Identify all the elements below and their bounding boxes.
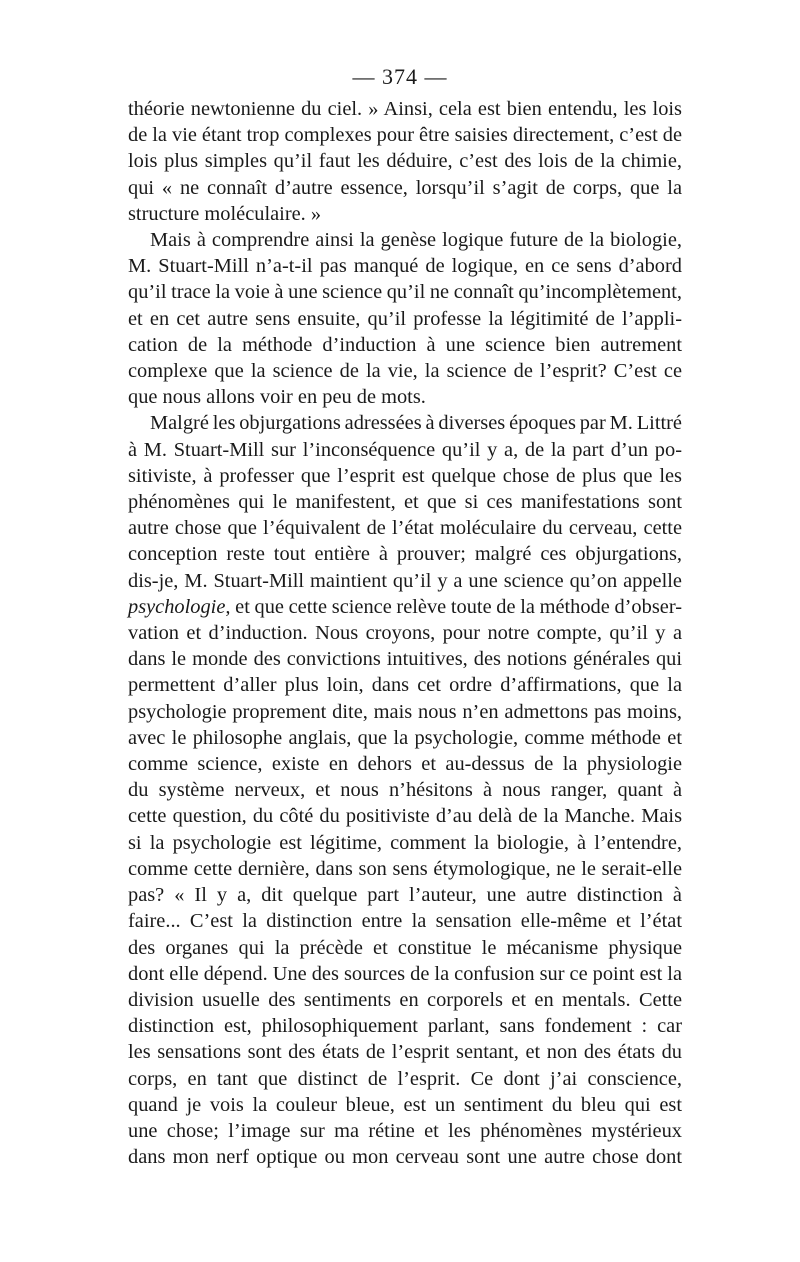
line-text: dis-je, M. Stuart-Mill maintient qu’il y a une science qu’on appelle [128, 569, 682, 592]
page-number: — 374 — [352, 64, 448, 89]
text-line [128, 201, 682, 227]
text-line [128, 358, 682, 384]
text-line [128, 489, 682, 515]
text-line [128, 987, 682, 1013]
line-text: pas? « Il y a, dit quelque part l’auteur, une autre distinction à [128, 884, 682, 907]
text-line [128, 961, 682, 987]
paragraph [128, 96, 682, 227]
line-text: vation et d’induction. Nous croyons, pour notre compte, qu’il y a [128, 622, 682, 645]
line-text: les sensations sont des états de l’esprit sentant, et non des états du [128, 1041, 682, 1064]
line-text: distinction est, philosophiquement parlant, sans fondement : car [128, 1015, 682, 1038]
text-line [128, 541, 682, 567]
line-text: Mais à comprendre ainsi la genèse logique future de la biologie, [150, 229, 682, 252]
line-text: avec le philosophe anglais, que la psychologie, comme méthode et [128, 726, 682, 749]
line-text: permettent d’aller plus loin, dans cet ordre d’affirmations, que la [128, 674, 682, 697]
line-text: Malgré les objurgations adressées à diverses époques par M. Littré [150, 412, 682, 435]
text-line [128, 672, 682, 698]
text-line [128, 410, 682, 436]
line-text: comme science, existe en dehors et au-dessus de la physiologie [128, 753, 682, 776]
text-line [128, 646, 682, 672]
line-text: corps, en tant que distinct de l’esprit. Ce dont j’ai conscience, [128, 1067, 682, 1090]
text-line [128, 463, 682, 489]
line-text: qu’il trace la voie à une science qu’il ne connaît qu’incomplètement, [128, 281, 682, 304]
text-line [128, 96, 682, 122]
italic-term: psychologie, [128, 595, 231, 618]
text-line [128, 777, 682, 803]
text-line [128, 1092, 682, 1118]
text-line [128, 568, 682, 594]
text-line [128, 1118, 682, 1144]
text-line [128, 227, 682, 253]
line-text: dans le monde des convictions intuitives, des notions générales qui [128, 648, 682, 671]
text-line [128, 725, 682, 751]
text-line [128, 332, 682, 358]
line-text: autre chose que l’équivalent de l’état moléculaire du cerveau, cette [128, 517, 682, 540]
line-text: de la vie étant trop complexes pour être saisies directement, c’est de [128, 124, 682, 147]
text-line [128, 122, 682, 148]
line-text: cette question, du côté du positiviste d’au delà de la Manche. Mais [128, 805, 682, 828]
line-text: du système nerveux, et nous n’hésitons à nous ranger, quant à [128, 779, 682, 802]
text-line [128, 1144, 682, 1170]
line-text: qui « ne connaît d’autre essence, lorsqu’il s’agit de corps, que la [128, 176, 682, 199]
text-line [128, 908, 682, 934]
text-line [128, 384, 682, 410]
line-text: M. Stuart-Mill n’a-t-il pas manqué de logique, en ce sens d’abord [128, 255, 682, 278]
paragraph [128, 410, 682, 1170]
text-line [128, 594, 682, 620]
line-text: cation de la méthode d’induction à une science bien autrement [128, 333, 682, 356]
line-text: comme cette dernière, dans son sens étymologique, ne le serait-elle [128, 857, 682, 880]
text-line [128, 882, 682, 908]
line-text: une chose; l’image sur ma rétine et les phénomènes mystérieux [128, 1119, 682, 1142]
line-text: et en cet autre sens ensuite, qu’il professe la légitimité de l’appli- [128, 307, 682, 330]
line-text: conception reste tout entière à prouver; malgré ces objurgations, [128, 543, 682, 566]
line-text: quand je vois la couleur bleue, est un sentiment du bleu qui est [128, 1093, 682, 1116]
line-text: psychologie proprement dite, mais nous n’en admettons pas moins, [128, 700, 682, 723]
text-line [128, 830, 682, 856]
paragraph [128, 227, 682, 410]
text-line [128, 175, 682, 201]
text-line [128, 620, 682, 646]
line-text: que nous allons voir en peu de mots. [128, 386, 426, 409]
body-text [128, 96, 682, 1170]
line-text: lois plus simples qu’il faut les déduire, c’est des lois de la chimie, [128, 150, 682, 173]
text-line [128, 306, 682, 332]
line-text: dans mon nerf optique ou mon cerveau sont une autre chose dont [128, 1146, 682, 1169]
text-line [128, 148, 682, 174]
text-line [128, 1013, 682, 1039]
line-text: théorie newtonienne du ciel. » Ainsi, cela est bien entendu, les lois [128, 98, 682, 120]
line-text: phénomènes qui le manifestent, et que si ces manifestations sont [128, 491, 682, 514]
line-text: complexe que la science de la vie, la science de l’esprit? C’est ce [128, 360, 682, 383]
text-line [128, 699, 682, 725]
text-line [128, 935, 682, 961]
line-text: et que cette science relève toute de la méthode d’obser- [230, 595, 682, 618]
text-line [128, 1066, 682, 1092]
line-text: des organes qui la précède et constitue le mécanisme physique [128, 936, 682, 959]
line-text: à M. Stuart-Mill sur l’inconséquence qu’il y a, de la part d’un po- [128, 438, 682, 461]
text-line [128, 803, 682, 829]
line-text: sitiviste, à professer que l’esprit est quelque chose de plus que les [128, 464, 682, 487]
line-text: si la psychologie est légitime, comment la biologie, à l’entendre, [128, 831, 682, 854]
text-line [128, 515, 682, 541]
text-line [128, 437, 682, 463]
line-text: division usuelle des sentiments en corporels et en mentals. Cette [128, 988, 682, 1011]
line-text: structure moléculaire. » [128, 202, 322, 225]
text-line [128, 253, 682, 279]
text-line [128, 1039, 682, 1065]
text-line [128, 856, 682, 882]
line-text: dont elle dépend. Une des sources de la confusion sur ce point est la [128, 962, 682, 985]
line-text: faire... C’est la distinction entre la sensation elle-même et l’état [128, 910, 682, 933]
text-line [128, 279, 682, 305]
text-line [128, 751, 682, 777]
